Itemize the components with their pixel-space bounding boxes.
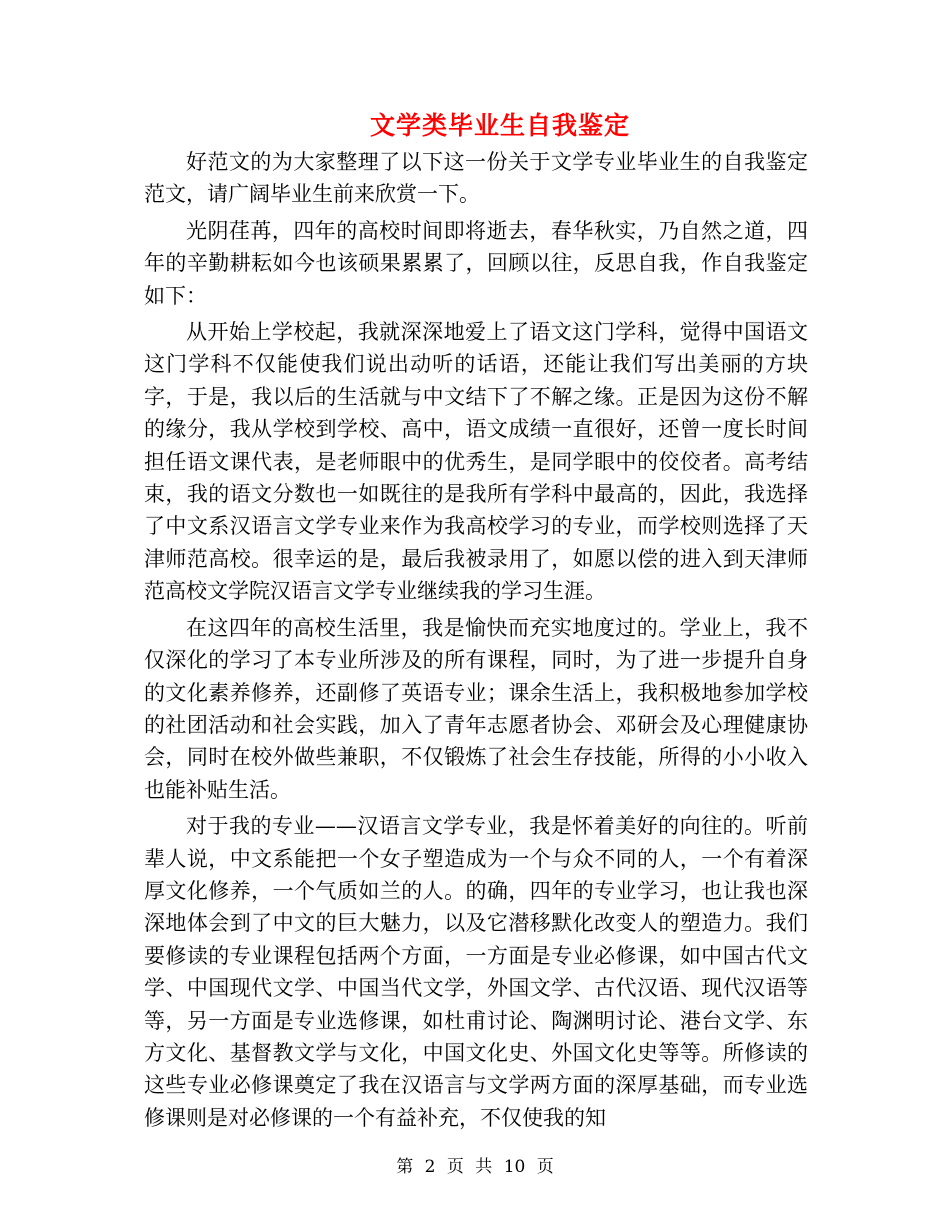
document-title: 文学类毕业生自我鉴定	[369, 111, 630, 140]
paragraph-university-life: 在这四年的高校生活里，我是愉快而充实地度过的。学业上，我不仅深化的学习了本专业所涉及的所有课程，同时，为了进一步提升自身的文化素养修养，还副修了英语专业；课余生活上，我积极地参加学校的社团活动和社会实践，加入了青年志愿者协会、邓研会及心理健康协会，同时在校外做些兼职，不仅锻炼了社会生存技能，所得的小小收入也能补贴生活。	[144, 615, 808, 802]
document-body	[144, 146, 808, 1134]
paragraph-intro: 好范文的为大家整理了以下这一份关于文学专业毕业生的自我鉴定范文，请广阔毕业生前来欣赏一下。	[144, 150, 808, 207]
paragraph-preface: 光阴荏苒，四年的高校时间即将逝去，春华秋实，乃自然之道，四年的辛勤耕耘如今也该硕果累累了，回顾以往，反思自我，作自我鉴定如下：	[144, 218, 808, 308]
paragraph-major-study: 对于我的专业——汉语言文学专业，我是怀着美好的向往的。听前辈人说，中文系能把一个女子塑造成为一个与众不同的人，一个有着深厚文化修养，一个气质如兰的人。的确，四年的专业学习，也让我也深深地体会到了中文的巨大魅力，以及它潜移默化改变人的塑造力。我们要修读的专业课程包括两个方面，一方面是专业必修课，如中国古代文学、中国现代文学、中国当代文学，外国文学、古代汉语、现代汉语等等，另一方面是专业选修课，如杜甫讨论、陶渊明讨论、港台文学、东方文化、基督教文学与文化，中国文化史、外国文化史等等。所修读的这些专业必修课奠定了我在汉语言与文学两方面的深厚基础，而专业选修课则是对必修课的一个有益补充，不仅使我的知	[144, 814, 808, 1130]
paragraph-school-history: 从开始上学校起，我就深深地爱上了语文这门学科，觉得中国语文这门学科不仅能使我们说出动听的话语，还能让我们写出美丽的方块字，于是，我以后的生活就与中文结下了不解之缘。正是因为这份不解的缘分，我从学校到学校、高中，语文成绩一直很好，还曾一度长时间担任语文课代表，是老师眼中的优秀生，是同学眼中的佼佼者。高考结束，我的语文分数也一如既往的是我所有学科中最高的，因此，我选择了中文系汉语言文学专业来作为我高校学习的专业，而学校则选择了天津师范高校。很幸运的是，最后我被录用了，如愿以偿的进入到天津师范高校文学院汉语言文学专业继续我的学习生涯。	[144, 320, 808, 604]
page-number-footer: 第 2 页 共 10 页	[396, 1157, 554, 1177]
